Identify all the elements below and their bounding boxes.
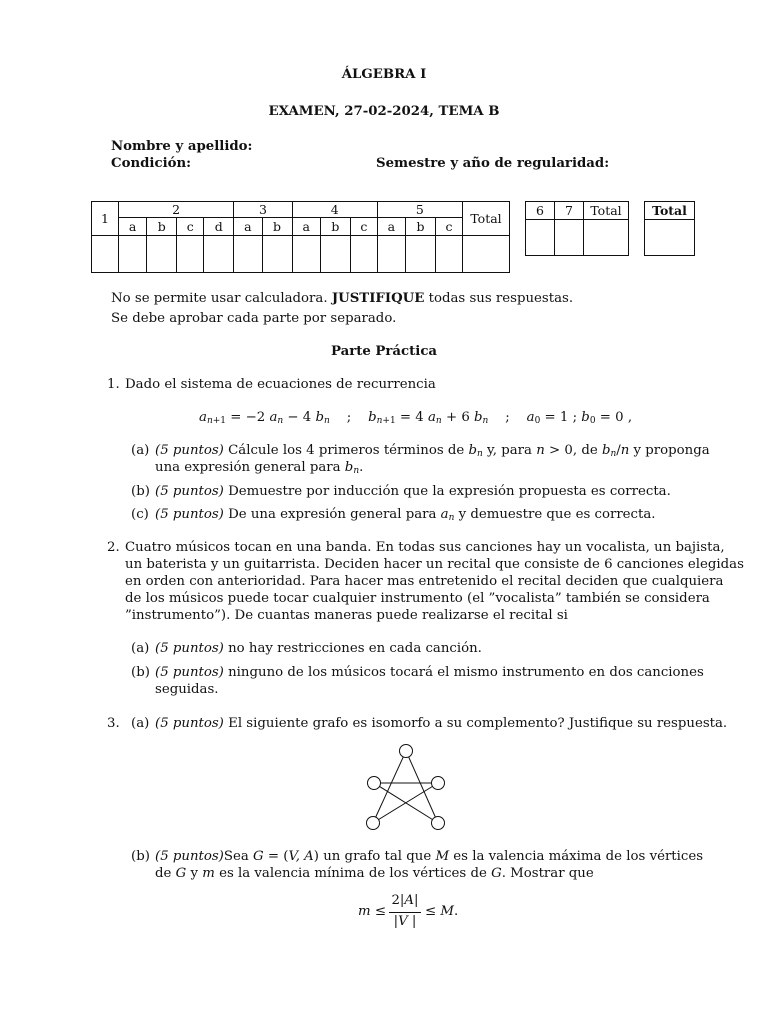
- item-label: (b): [131, 484, 150, 499]
- sub-4c: c: [350, 218, 377, 236]
- text: no hay restricciones en cada canción.: [228, 641, 482, 656]
- points: (5 puntos): [155, 665, 224, 680]
- instruction-text: todas sus respuestas.: [428, 291, 574, 306]
- problem-1a: (5 puntos) Cálcule los 4 primeros términos de $b_n$ y, para n > 0, de $b_n/n$ y proponga: [155, 443, 710, 459]
- score-cell: [406, 236, 436, 273]
- item-label: (a): [131, 641, 150, 656]
- score-cell: [147, 236, 177, 273]
- problem-2-line: ”instrumento”). De cuantas maneras puede realizarse el recital si: [125, 608, 568, 623]
- graph-vertex: [432, 817, 445, 830]
- text: es la valencia mínima de los vértices de: [219, 866, 487, 881]
- problem-1a-line2: una expresión general para $b_n$.: [155, 460, 364, 476]
- text: es la valencia máxima de los vértices: [453, 849, 704, 864]
- instruction-text: No se permite usar calculadora.: [111, 291, 328, 306]
- problem-2-line: de los músicos puede tocar cualquier instrumento (el ”vocalista” también se considera: [125, 591, 710, 606]
- text: Demuestre por inducción que la expresión propuesta es correcta.: [228, 484, 671, 499]
- points: (5 puntos): [155, 443, 224, 458]
- score-cell: [436, 236, 463, 273]
- instruction-emphasis: JUSTIFIQUE: [331, 291, 425, 306]
- score-cell: [526, 220, 555, 256]
- graph-vertex: [400, 745, 413, 758]
- group-2: 2: [119, 202, 234, 218]
- text: y demuestre que es correcta.: [458, 507, 656, 522]
- final-total-header: Total: [645, 202, 695, 220]
- score-cell: [320, 236, 350, 273]
- sub-5c: c: [436, 218, 463, 236]
- points: (5 puntos): [155, 484, 224, 499]
- graph-figure: [360, 740, 450, 835]
- score-cell: [292, 236, 320, 273]
- problem-2b-line2: seguidas.: [155, 682, 219, 697]
- inequality-formula: m ≤ 2|A| |V | ≤ M.: [358, 893, 459, 929]
- text: Cálcule los 4 primeros términos de: [228, 443, 465, 458]
- item-label: (b): [131, 849, 150, 864]
- score-cell: [555, 220, 584, 256]
- sub-2a: a: [119, 218, 147, 236]
- score-cell: [377, 236, 405, 273]
- problem-1-intro: Dado el sistema de ecuaciones de recurrencia: [125, 377, 436, 392]
- score-cell: [119, 236, 147, 273]
- graph-vertex: [368, 777, 381, 790]
- text: de: [155, 866, 172, 881]
- instruction-line-1: [111, 291, 573, 306]
- problem-2-line: Cuatro músicos tocan en una banda. En todas sus canciones hay un vocalista, un bajista,: [125, 540, 725, 555]
- total-header: Total: [463, 202, 510, 236]
- instruction-line-2: Se debe aprobar cada parte por separado.: [111, 311, 397, 326]
- text: , de: [572, 443, 598, 458]
- sub-5a: a: [377, 218, 405, 236]
- problem-2-line: en orden con anterioridad. Para hacer mas entretenido el recital deciden que cualquiera: [125, 574, 724, 589]
- score-cell: [204, 236, 234, 273]
- sub-2b: b: [147, 218, 177, 236]
- text: Sea: [223, 849, 249, 864]
- problem-number: 3.: [107, 716, 120, 731]
- condition-label: Condición:: [111, 156, 192, 171]
- sub-5b: b: [406, 218, 436, 236]
- score-cell: [177, 236, 204, 273]
- score-cell: [645, 220, 695, 256]
- points: (5 puntos): [155, 849, 224, 864]
- problem-1b: [155, 484, 671, 499]
- sub-2c: c: [177, 218, 204, 236]
- text: y proponga: [633, 443, 710, 458]
- graph-vertex: [432, 777, 445, 790]
- sub-2d: d: [204, 218, 234, 236]
- group-3: 3: [234, 202, 292, 218]
- item-label: (a): [131, 443, 150, 458]
- problem-number: 1.: [107, 377, 120, 392]
- text: una expresión general para: [155, 460, 341, 475]
- problem-2-line: un baterista y un guitarrista. Deciden hacer un recital que consiste de 6 canciones elegidas: [125, 557, 744, 572]
- points: (5 puntos): [155, 641, 224, 656]
- text: . Mostrar que: [501, 866, 594, 881]
- text: El siguiente grafo es isomorfo a su complemento? Justifique su respuesta.: [228, 716, 728, 731]
- sub-3b: b: [262, 218, 292, 236]
- problem-number: 2.: [107, 540, 120, 555]
- points: (5 puntos): [155, 507, 224, 522]
- recurrence-equation: $a_{n+1} = -2$ $a_n - 4$ $b_n$ ; $b_{n+1} = 4$ $a_n + 6$ $b_n$ ; $a_0 = 1$ ; $b_0 = 0$ ,: [199, 410, 633, 426]
- exam-title: EXAMEN, 27-02-2024, TEMA B: [268, 104, 500, 119]
- item-label: (c): [131, 507, 149, 522]
- text: ninguno de los músicos tocará el mismo instrumento en dos canciones: [228, 665, 704, 680]
- problem-2b: [155, 665, 704, 680]
- col-1: 1: [92, 202, 119, 236]
- col-6: 6: [526, 202, 555, 220]
- semester-label: Semestre y año de regularidad:: [376, 156, 610, 171]
- sub-4b: b: [320, 218, 350, 236]
- points: (5 puntos): [155, 716, 224, 731]
- sub-4a: a: [292, 218, 320, 236]
- section-title: Parte Práctica: [330, 344, 438, 359]
- problem-3b: (5 puntos)Sea G = (V, A) un grafo tal que M es la valencia máxima de los vértices: [155, 849, 704, 864]
- name-label: Nombre y apellido:: [111, 139, 253, 154]
- score-cell: [584, 220, 629, 256]
- grade-table-practice: [91, 201, 510, 273]
- theory-total-header: Total: [584, 202, 629, 220]
- text: y, para: [487, 443, 532, 458]
- sub-3a: a: [234, 218, 262, 236]
- score-cell: [262, 236, 292, 273]
- score-cell: [463, 236, 510, 273]
- score-cell: [234, 236, 262, 273]
- item-label: (a): [131, 716, 150, 731]
- group-4: 4: [292, 202, 377, 218]
- score-cell: [92, 236, 119, 273]
- graph-vertex: [367, 817, 380, 830]
- grade-table-final: [644, 201, 695, 256]
- item-label: (b): [131, 665, 150, 680]
- text: De una expresión general para: [228, 507, 437, 522]
- grade-table-theory: [525, 201, 629, 256]
- course-title: ÁLGEBRA I: [341, 67, 427, 82]
- score-cell: [350, 236, 377, 273]
- problem-3a: [155, 716, 727, 731]
- group-5: 5: [377, 202, 462, 218]
- problem-3b-line2: de G y m es la valencia mínima de los vértices de G. Mostrar que: [155, 866, 594, 881]
- text: y: [190, 866, 198, 881]
- problem-1c: (5 puntos) De una expresión general para $a_n$ y demuestre que es correcta.: [155, 507, 656, 523]
- col-7: 7: [555, 202, 584, 220]
- problem-2a: [155, 641, 482, 656]
- text: un grafo tal que: [323, 849, 432, 864]
